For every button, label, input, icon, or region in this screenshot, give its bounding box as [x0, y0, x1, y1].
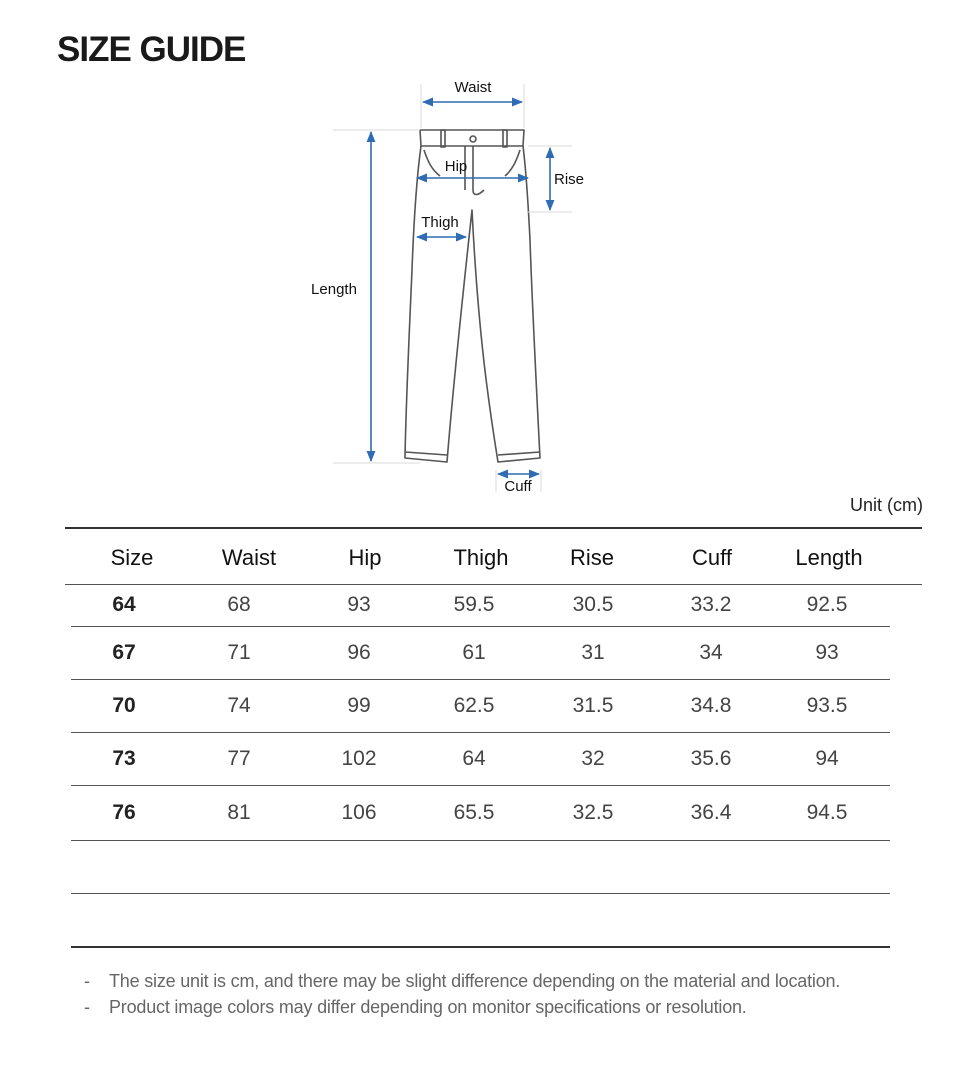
unit-note: Unit (cm) [850, 495, 923, 515]
cell-size: 76 [112, 801, 136, 824]
note-text: The size unit is cm, and there may be slight difference depending on the material and location. [109, 971, 841, 991]
cell-rise: 32 [581, 747, 605, 770]
cell-waist: 74 [227, 694, 251, 717]
cell-size: 70 [112, 694, 136, 717]
table-row [71, 680, 890, 733]
rise-label: Rise [554, 171, 585, 188]
cell-thigh: 65.5 [453, 801, 495, 824]
size-table [65, 527, 922, 824]
cell-size: 67 [112, 641, 136, 664]
cell-length: 94.5 [806, 801, 848, 824]
note-text: Product image colors may differ depending on monitor specifications or resolution. [109, 997, 747, 1017]
cell-hip: 96 [347, 641, 371, 664]
cell-size: 73 [112, 747, 136, 770]
pants-measurement-diagram [0, 0, 960, 520]
note-dash: - [84, 997, 90, 1017]
thigh-label: Thigh [421, 214, 459, 231]
cell-hip: 93 [347, 592, 371, 616]
cell-rise: 32.5 [572, 801, 614, 824]
header-length: Length [795, 545, 863, 570]
cell-rise: 31.5 [572, 694, 614, 717]
cell-rise: 30.5 [572, 592, 614, 616]
cell-length: 93 [815, 641, 839, 664]
cell-rise: 31 [581, 641, 605, 664]
cell-length: 94 [815, 747, 839, 770]
cell-size: 64 [112, 592, 136, 616]
header-hip: Hip [348, 545, 382, 570]
table-body [71, 583, 890, 948]
cell-waist: 77 [227, 747, 251, 770]
table-row [71, 786, 890, 841]
cell-waist: 68 [227, 592, 251, 616]
header-thigh: Thigh [453, 545, 509, 570]
cell-length: 92.5 [806, 592, 848, 616]
table-row [71, 733, 890, 786]
cell-cuff: 34.8 [690, 694, 732, 717]
cell-waist: 81 [227, 801, 251, 824]
cell-cuff: 36.4 [690, 801, 732, 824]
cell-hip: 99 [347, 694, 371, 717]
cell-cuff: 34 [699, 641, 723, 664]
note-dash: - [84, 971, 90, 991]
waist-label: Waist [454, 79, 492, 96]
header-waist: Waist [221, 545, 277, 570]
cell-length: 93.5 [806, 694, 848, 717]
cell-cuff: 35.6 [690, 747, 732, 770]
table-row-empty [71, 894, 890, 948]
table-row-empty [71, 841, 890, 894]
note-item [84, 994, 840, 1020]
cell-cuff: 33.2 [690, 592, 732, 616]
notes-list [84, 968, 840, 1020]
cell-thigh: 59.5 [453, 592, 495, 616]
note-item [84, 968, 840, 994]
pants-illustration [405, 130, 540, 462]
header-cuff: Cuff [692, 545, 732, 570]
hip-label: Hip [444, 158, 468, 175]
table-row [71, 583, 890, 627]
header-rise: Rise [569, 545, 615, 570]
cuff-label: Cuff [504, 478, 532, 495]
table-header [65, 527, 922, 585]
cell-hip: 102 [341, 747, 377, 770]
length-label: Length [311, 281, 357, 298]
cell-thigh: 62.5 [453, 694, 495, 717]
cell-thigh: 61 [462, 641, 486, 664]
page-title: SIZE GUIDE [57, 30, 246, 69]
table-row [71, 627, 890, 680]
cell-thigh: 64 [462, 747, 486, 770]
cell-waist: 71 [227, 641, 251, 664]
cell-hip: 106 [341, 801, 377, 824]
header-size: Size [110, 545, 154, 570]
